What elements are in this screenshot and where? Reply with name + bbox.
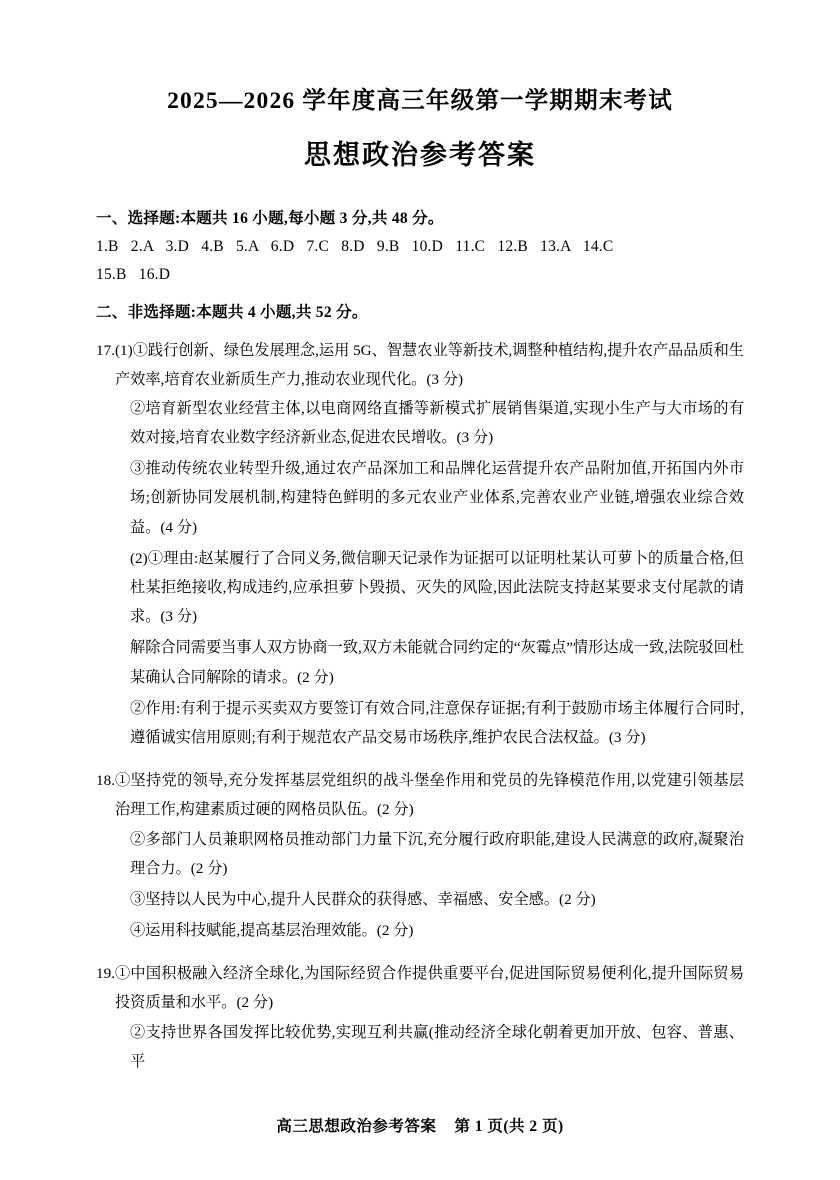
answer-paragraph: ①中国积极融入经济全球化,为国际经贸合作提供重要平台,促进国际贸易便利化,提升国际贸易投资质量和水平。(2 分) bbox=[114, 965, 744, 1012]
answer-paragraph: (2)①理由:赵某履行了合同义务,微信聊天记录作为证据可以证明杜某认可萝卜的质量合格,但杜某拒绝接收,构成违约,应承担萝卜毁损、灭失的风险,因此法院支持赵某要求支付尾款的请求。(3 分) bbox=[130, 549, 744, 626]
question-number-18: 18. bbox=[96, 772, 115, 790]
answer-paragraph: ④运用科技赋能,提高基层治理效能。(2 分) bbox=[130, 922, 414, 940]
question-block-18 bbox=[96, 766, 744, 945]
answer-paragraph: (1)①践行创新、绿色发展理念,运用 5G、智慧农业等新技术,调整种植结构,提升农产品品质和生产效率,培育农业新质生产力,推动农业现代化。(3 分) bbox=[114, 341, 744, 388]
multiple-choice-answers-line-1: 1.B 2.A 3.D 4.B 5.A 6.D 7.C 8.D 9.B 10.D 11.C 12.B 13.A 14.C bbox=[96, 237, 614, 255]
answer-paragraph: ③坚持以人民为中心,提升人民群众的获得感、幸福感、安全感。(2 分) bbox=[130, 890, 596, 908]
footer-document-name: 高三思想政治参考答案 bbox=[276, 1118, 437, 1135]
answer-paragraph: ③推动传统农业转型升级,通过农产品深加工和品牌化运营提升农产品附加值,开拓国内外市场;创新协同发展机制,构建特色鲜明的多元农业产业体系,完善农业产业链,增强农业综合效益。(4 分) bbox=[130, 460, 744, 536]
answer-paragraph: ②多部门人员兼职网格员推动部门力量下沉,充分履行政府职能,建设人民满意的政府,凝聚治理合力。(2 分) bbox=[130, 830, 744, 877]
answer-paragraph: ②培育新型农业经营主体,以电商网络直播等新模式扩展销售渠道,实现小生产与大市场的有效对接,培育农业数字经济新业态,促进农民增收。(3 分) bbox=[130, 399, 744, 447]
multiple-choice-answers-line-2: 15.B 16.D bbox=[96, 265, 171, 283]
question-block-19 bbox=[96, 959, 744, 1076]
page-footer bbox=[0, 1114, 840, 1136]
answer-paragraph: ②支持世界各国发挥比较优势,实现互利共赢(推动经济全球化朝着更加开放、包容、普惠、平 bbox=[130, 1023, 744, 1070]
section-heading-multiple-choice: 一、选择题:本题共 16 小题,每小题 3 分,共 48 分。 bbox=[96, 209, 444, 227]
page-title: 2025—2026 学年度高三年级第一学期期末考试 bbox=[167, 88, 673, 114]
question-number-19: 19. bbox=[96, 965, 115, 983]
section-heading-non-multiple-choice: 二、非选择题:本题共 4 小题,共 52 分。 bbox=[96, 303, 368, 321]
question-number-17: 17. bbox=[96, 341, 115, 359]
answer-paragraph: ②作用:有利于提示买卖双方要签订有效合同,注意保存证据;有利于鼓励市场主体履行合同时,遵循诚实信用原则;有利于规范农产品交易市场秩序,维护农民合法权益。(3 分) bbox=[130, 699, 744, 746]
answer-paragraph: 解除合同需要当事人双方协商一致,双方未能就合同约定的“灰霉点”情形达成一致,法院驳回杜某确认合同解除的请求。(2 分) bbox=[130, 639, 744, 686]
answer-paragraph: ①坚持党的领导,充分发挥基层党组织的战斗堡垒作用和党员的先锋模范作用,以党建引领基层治理工作,构建素质过硬的网格员队伍。(2 分) bbox=[114, 772, 744, 819]
page-subtitle: 思想政治参考答案 bbox=[304, 139, 536, 171]
question-block-17 bbox=[96, 336, 744, 753]
footer-page-number: 第 1 页(共 2 页) bbox=[454, 1118, 564, 1135]
